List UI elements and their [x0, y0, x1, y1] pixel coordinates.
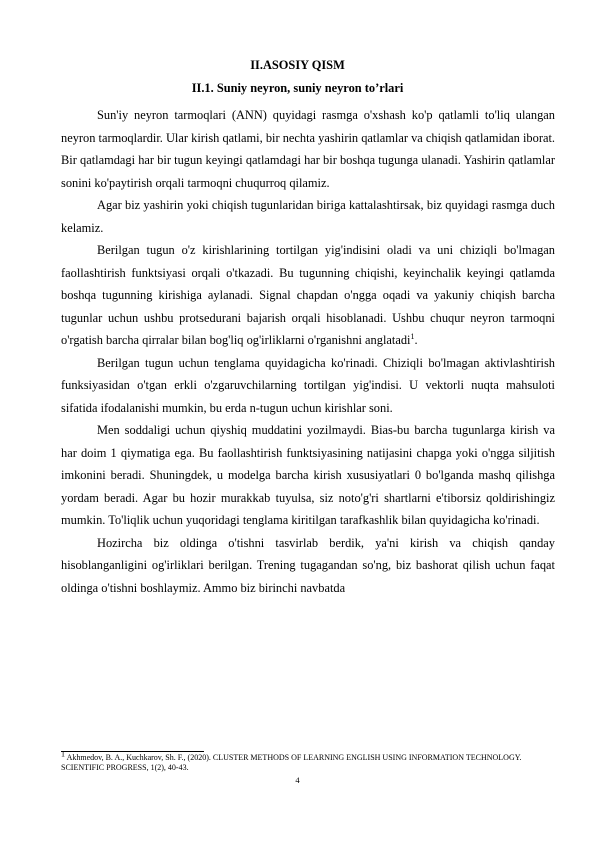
footnote-text: Akhmedov, B. A., Kuchkarov, Sh. F., (2020). CLUSTER METHODS OF LEARNING ENGLISH USING INFORMATION TECHNOLOGY. SCIENTIFIC PROGRESS, 1(2), 40-43.: [61, 753, 522, 772]
footnote-reference[interactable]: 1: [410, 331, 415, 341]
footnote: [61, 749, 555, 772]
footnote-separator: [61, 751, 204, 752]
subsection-heading: II.1. Suniy neyron, suniy neyron to’rlari: [191, 81, 404, 95]
paragraph-4: Berilgan tugun uchun tenglama quyidagicha ko'rinadi. Chiziqli bo'lmagan aktivlashtirish funksiyasidan o'tgan erkli o'zgaruvchilarning tortilgan yig'indisi. U vektorli nuqta mahsuloti sifatida ifodalanishi mumkin, bu erda n-tugun uchun kirishlar soni.: [61, 355, 555, 415]
paragraph-5: Men soddaligi uchun qiyshiq muddatini yozilmaydi. Bias-bu barcha tugunlarga kirish va har doim 1 qiymatiga ega. Bu faollashtirish funktsiyasining natijasini chapga yoki o'ngga siljitish imkonini beradi. Shuningdek, u modelga barcha kirish xususiyatlari 0 bo'lganda mashq qilishga yordam beradi. Agar bu hozir murakkab tuyulsa, siz noto'g'ri shartlarni e'tiborsiz qoldirishingiz mumkin. To'liqlik uchun yuqoridagi tenglama kiritilgan tarafkashlik bilan quyidagicha ko'rinadi.: [61, 423, 555, 527]
paragraph-1: Sun'iy neyron tarmoqlari (ANN) quyidagi rasmga o'xshash ko'p qatlamli to'liq ulangan neyron tarmoqlardir. Ular kirish qatlami, bir nechta yashirin qatlamlar va chiqish qatlamidan iborat. Bir qatlamdagi har bir tugun keyingi qatlamdagi har bir boshqa tugunga ulanadi. Yashirin qatlamlar sonini ko'paytirish orqali tarmoqni chuqurroq qilamiz.: [61, 108, 555, 190]
paragraph-3-text: Berilgan tugun o'z kirishlarining tortilgan yig'indisini oladi va uni chiziqli bo'lmagan faollashtirish funktsiyasi orqali o'tkazadi. Bu tugunning chiqishi, keyinchalik keyingi qatlamda boshqa tugunning kirishiga aylanadi. Signal chapdan o'ngga oqadi va yakuniy chiqish barcha tugunlar uchun ushbu protsedurani bajarish orqali hisoblanadi. Ushbu chuqur neyron tarmoqni o'rgatish barcha qirralar bilan bog'liq og'irliklarni o'rganishni anglatadi: [61, 243, 555, 347]
paragraph-3-end: .: [414, 333, 418, 347]
paragraph-6: Hozircha biz oldinga o'tishni tasvirlab berdik, ya'ni kirish va chiqish qanday hisoblanganligini og'irliklari berilgan. Trening tugagandan so'ng, biz bashorat qilish uchun faqat oldinga o'tishni boshlaymiz. Ammo biz birinchi navbatda: [61, 535, 555, 595]
paragraph-3: [61, 239, 555, 352]
body-text: [61, 104, 555, 599]
paragraph-2: Agar biz yashirin yoki chiqish tugunlaridan biriga kattalashtirsak, biz quyidagi rasmga duch kelamiz.: [61, 198, 555, 235]
section-heading: II.ASOSIY QISM: [250, 58, 345, 72]
footnote-marker: 1: [61, 749, 65, 759]
page-number: 4: [295, 775, 300, 785]
